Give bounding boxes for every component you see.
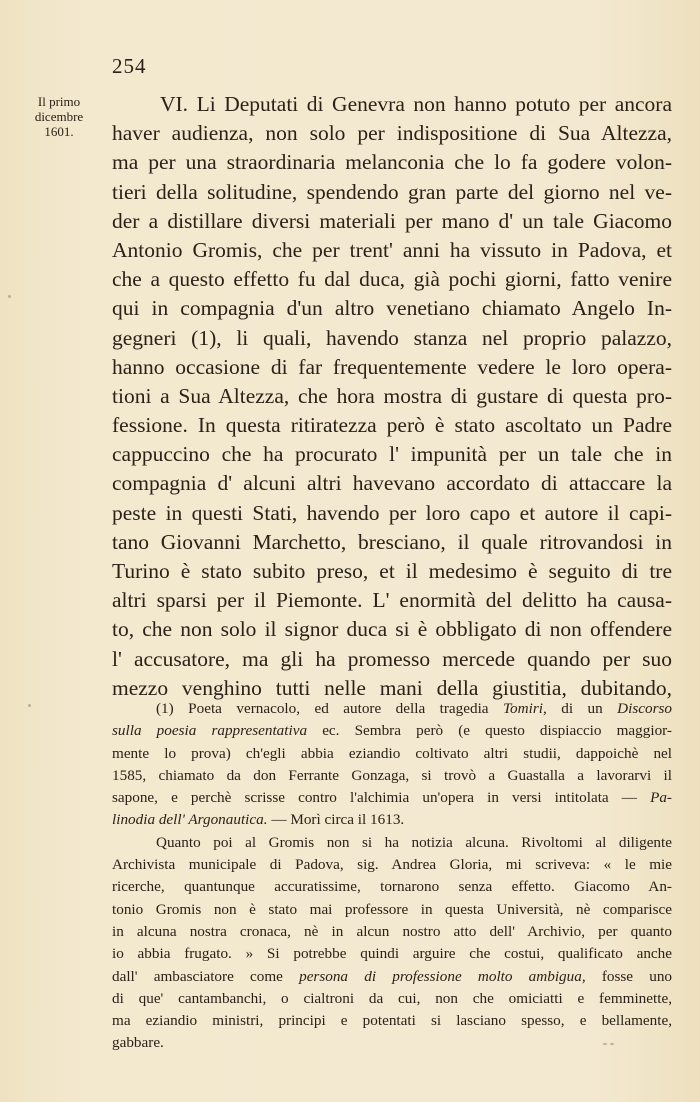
- body-line: mezzo venghino tutti nelle mani della giustitia, dubitando,: [112, 675, 672, 700]
- page-number: 254: [112, 54, 147, 78]
- footnote-line: io abbia frugato. » Si potrebbe quindi arguire che costui, qualificato anche: [112, 945, 672, 963]
- footnote-block: [112, 698, 672, 1055]
- footnote-line: sapone, e perchè scrisse contro l'alchimia un'opera in versi intitolata — Pa-: [112, 789, 672, 807]
- footnote-italic-text: Tomiri,: [503, 700, 547, 717]
- footnote-italic-text: Discorso: [617, 700, 672, 717]
- footnote-line: in alcuna nostra cronaca, nè in alcun nostro atto dell' Archivio, per quanto: [112, 922, 672, 940]
- footnote-line: sulla poesia rappresentativa ec. Sembra però (e questo dispiaccio maggior-: [112, 722, 672, 740]
- footnote-line: ricerche, quantunque accuratissime, tornarono senza effetto. Giacomo An-: [112, 878, 672, 896]
- footnote-line: di que' cantambanchi, o cialtroni da cui, non che omiciatti e femminette,: [112, 989, 672, 1007]
- footnote-italic-text: Pa-: [650, 789, 672, 807]
- footnote-line: dall' ambasciatore come persona di professione molto ambigua, fosse uno: [112, 967, 672, 985]
- margin-note-line: Il primo: [37, 94, 81, 109]
- footnote-italic-text: persona di professione molto ambigua,: [299, 967, 586, 985]
- body-line: VI. Li Deputati di Genevra non hanno potuto per ancora: [160, 92, 672, 116]
- body-line: Antonio Gromis, che per trent' anni ha vissuto in Padova, et: [112, 237, 672, 262]
- paper-speck: [28, 704, 31, 707]
- footnote-line: tonio Gromis non è stato mai professore in questa Università, nè comparisce: [112, 900, 672, 918]
- body-line: peste in questi Stati, havendo per loro capo et autore il capi-: [112, 500, 672, 525]
- footnote-line: Archivista municipale di Padova, sig. Andrea Gloria, mi scriveva: « le mie: [112, 856, 672, 874]
- body-line: cappuccino che ha procurato l' impunità per un tale che in: [112, 442, 672, 467]
- margin-note-date: [26, 94, 92, 139]
- main-text-block: [112, 90, 672, 703]
- footnote-line: ma eziandio ministri, principi e potentati si lasciano spesso, e bellamente,: [112, 1012, 672, 1030]
- footnote-line: Quanto poi al Gromis non si ha notizia alcuna. Rivoltomi al diligente: [156, 833, 672, 851]
- footnote-line: (1) Poeta vernacolo, ed autore della tragedia Tomiri, di un Discorso: [156, 700, 672, 717]
- margin-note-line: 1601.: [44, 124, 74, 139]
- body-line: altri sparsi per il Piemonte. L' enormità del delitto ha causa-: [112, 588, 672, 613]
- body-line: fessione. In questa ritiratezza però è stato ascoltato un Padre: [112, 413, 672, 438]
- body-line: tieri della solitudine, spendendo gran parte del giorno nel ve-: [112, 179, 672, 204]
- body-line: der a distillare diversi materiali per mano d' un tale Giacomo: [112, 208, 672, 233]
- body-line: qui in compagnia d'un altro venetiano chiamato Angelo In-: [112, 296, 672, 321]
- paper-speck: [603, 1043, 607, 1045]
- footnote-line: mente lo prova) ch'egli abbia eziandio coltivato altri studii, dappoichè nel: [112, 744, 672, 762]
- body-line: compagnia d' alcuni altri havevano accordato di attaccare la: [112, 471, 672, 496]
- body-line: che a questo effetto fu dal duca, già pochi giorni, fatto venire: [112, 267, 672, 292]
- footnote-line: linodia dell' Argonautica. — Morì circa il 1613.: [112, 811, 405, 829]
- body-line: gegneri (1), li quali, havendo stanza nel proprio palazzo,: [112, 325, 672, 350]
- margin-note-line: dicembre: [34, 109, 84, 124]
- footnote-line: 1585, chiamato da don Ferrante Gonzaga, si trovò a Guastalla a lavorarvi il: [112, 766, 672, 784]
- body-line: tano Giovanni Marchetto, bresciano, il quale ritrovandosi in: [112, 529, 672, 554]
- paper-speck: [610, 1043, 614, 1045]
- footnote-italic-text: linodia dell' Argonautica.: [112, 811, 268, 829]
- body-line: hanno occasione di far frequentemente vedere le loro opera-: [112, 354, 672, 379]
- body-line: l' accusatore, ma gli ha promesso mercede quando per suo: [112, 646, 672, 671]
- body-line: ma per una straordinaria melanconia che lo fa godere volon-: [112, 150, 672, 175]
- body-line: Turino è stato subito preso, et il medesimo è seguito di tre: [112, 559, 672, 583]
- footnote-italic-text: sulla poesia rappresentativa: [112, 722, 308, 740]
- body-line: haver audienza, non solo per indispositione di Sua Altezza,: [112, 121, 672, 146]
- body-line: tioni a Sua Altezza, che hora mostra di gustare di questa pro-: [112, 383, 672, 408]
- body-line: to, che non solo il signor duca si è obbligato di non offendere: [112, 617, 672, 642]
- paper-speck: [8, 295, 11, 298]
- footnote-line: gabbare.: [112, 1034, 164, 1052]
